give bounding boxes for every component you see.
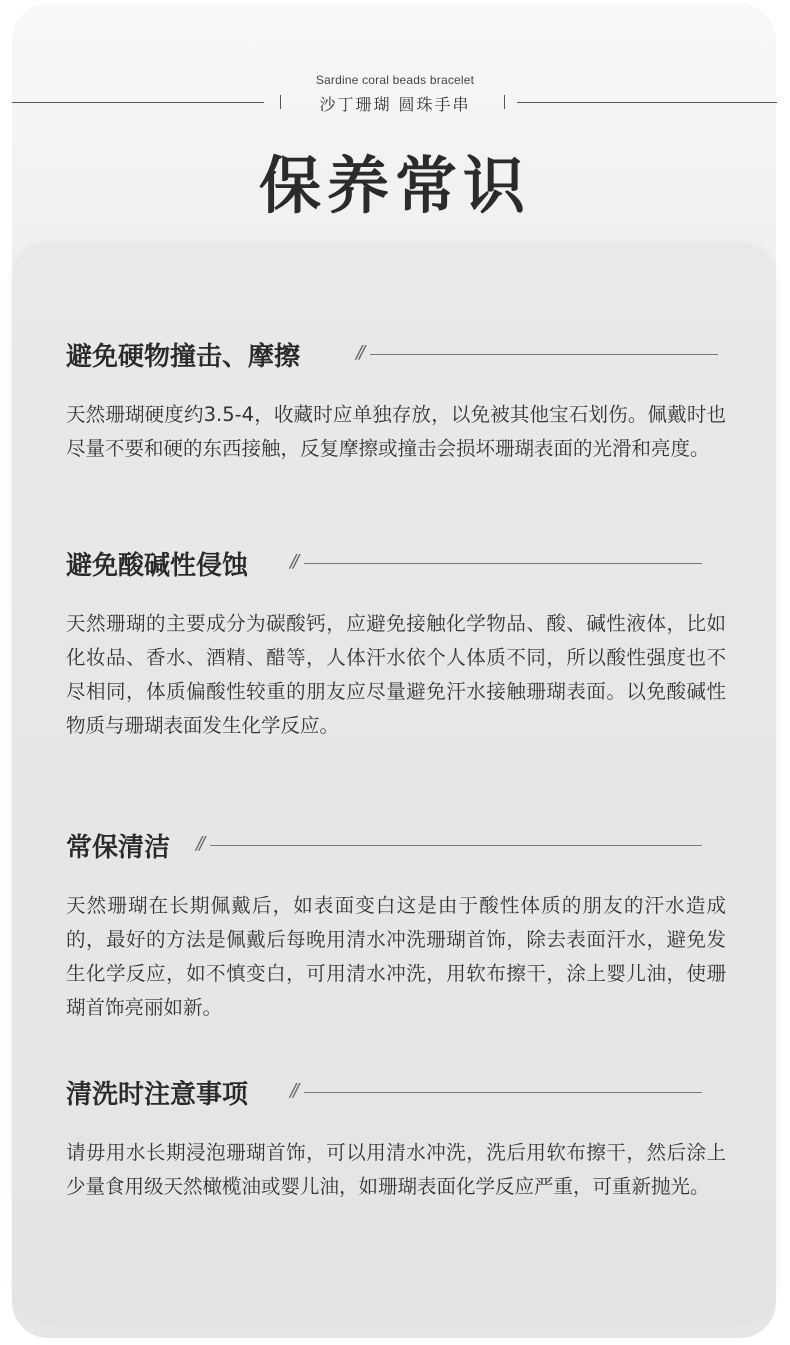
slash-divider-icon: // bbox=[196, 833, 203, 854]
page-title: 保养常识 bbox=[258, 149, 531, 222]
section-divider-line bbox=[210, 845, 702, 846]
section-header bbox=[66, 827, 726, 867]
slash-divider-icon: // bbox=[290, 551, 297, 572]
section-body: 天然珊瑚的主要成分为碳酸钙，应避免接触化学物品、酸、碱性液体，比如化妆品、香水、酒精、醋等，人体汗水依个人体质不同，所以酸性强度也不尽相同，体质偏酸性较重的朋友应尽量避免汗水接触珊瑚表面。以免酸碱性物质与珊瑚表面发生化学反应。 bbox=[66, 612, 726, 737]
section-body: 请毋用水长期浸泡珊瑚首饰，可以用清水冲洗，洗后用软布擦干，然后涂上少量食用级天然橄榄油或婴儿油，如珊瑚表面化学反应严重，可重新抛光。 bbox=[66, 1141, 726, 1198]
section-cleaning-notes bbox=[66, 1074, 726, 1204]
section-body: 天然珊瑚硬度约3.5-4，收藏时应单独存放，以免被其他宝石划伤。佩戴时也尽量不要和硬的东西接触，反复摩擦或撞击会损坏珊瑚表面的光滑和亮度。 bbox=[66, 403, 726, 460]
section-avoid-acid-alkali bbox=[66, 545, 726, 743]
section-title: 常保清洁 bbox=[66, 833, 171, 863]
slash-divider-icon: // bbox=[290, 1080, 297, 1101]
brand-chinese-name: 沙丁珊瑚 圆珠手串 bbox=[319, 95, 471, 114]
brand-row bbox=[0, 92, 790, 116]
section-header bbox=[66, 1074, 726, 1114]
section-body: 天然珊瑚在长期佩戴后，如表面变白这是由于酸性体质的朋友的汗水造成的，最好的方法是佩戴后每晚用清水冲洗珊瑚首饰，除去表面汗水，避免发生化学反应，如不慎变白，可用清水冲洗，用软布擦干，涂上婴儿油，使珊瑚首饰亮丽如新。 bbox=[66, 894, 726, 1019]
brand-english-name: Sardine coral beads bracelet bbox=[315, 73, 475, 87]
section-title: 清洗时注意事项 bbox=[66, 1080, 249, 1110]
section-title: 避免酸碱性侵蚀 bbox=[66, 551, 249, 581]
section-avoid-impact bbox=[66, 336, 726, 466]
section-divider-line bbox=[370, 354, 718, 355]
slash-divider-icon: // bbox=[356, 342, 363, 363]
section-divider-line bbox=[304, 563, 702, 564]
section-header bbox=[66, 336, 726, 376]
section-divider-line bbox=[304, 1092, 702, 1093]
brand-bar-right bbox=[504, 95, 505, 109]
section-keep-clean bbox=[66, 827, 726, 1025]
brand-divider-right bbox=[517, 102, 777, 103]
section-header bbox=[66, 545, 726, 585]
section-title: 避免硬物撞击、摩擦 bbox=[66, 342, 301, 372]
